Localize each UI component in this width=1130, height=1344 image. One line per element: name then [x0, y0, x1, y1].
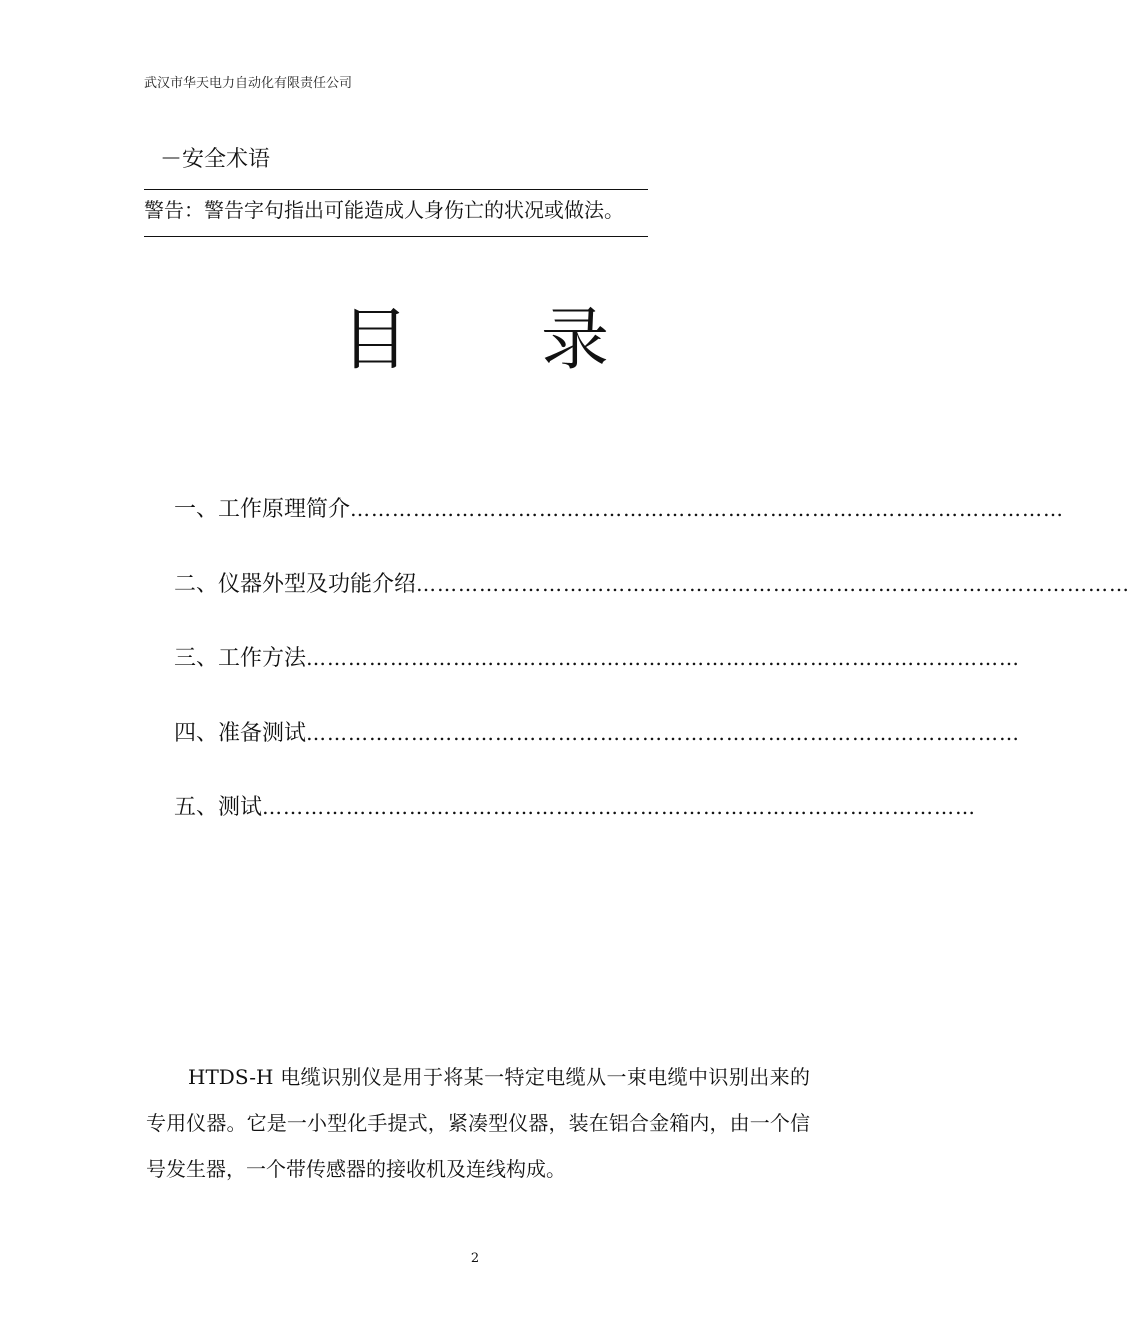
toc-leader-dots: …………………………………………………………………………………………	[416, 571, 1130, 596]
toc-item-label: 二、仪器外型及功能介绍	[174, 571, 417, 597]
toc-title-left: 目	[340, 301, 409, 380]
page-number: 2	[470, 1251, 480, 1266]
toc-title-right: 录	[541, 301, 610, 380]
toc-list	[174, 492, 1130, 865]
warning-text: 警告：警告字句指出可能造成人身伤亡的状况或做法。	[144, 198, 624, 222]
toc-item[interactable]	[174, 641, 1021, 716]
safety-terms-title: －安全术语	[160, 147, 271, 172]
toc-leader-dots: …………………………………………………………………………………………	[350, 497, 1065, 521]
warning-top-rule	[144, 189, 648, 190]
toc-item[interactable]	[174, 790, 977, 865]
toc-item-label: 三、工作方法	[174, 646, 307, 671]
toc-item-label: 一、工作原理简介	[174, 497, 351, 522]
body-text	[146, 1054, 810, 1192]
page-header-company: 武汉市华天电力自动化有限责任公司	[144, 76, 353, 91]
toc-item[interactable]	[174, 716, 1021, 791]
toc-item-label: 五、测试	[174, 795, 263, 820]
toc-leader-dots: …………………………………………………………………………………………	[306, 646, 1021, 670]
toc-item[interactable]	[174, 567, 1130, 642]
toc-leader-dots: …………………………………………………………………………………………	[262, 795, 977, 819]
toc-item-label: 四、准备测试	[174, 720, 307, 746]
toc-leader-dots: …………………………………………………………………………………………	[306, 720, 1021, 745]
body-paragraph: HTDS-H 电缆识别仪是用于将某一特定电缆从一束电缆中识别出来的专用仪器。它是一小型化手提式，紧凑型仪器，装在铝合金箱内，由一个信号发生器，一个带传感器的接收机及连线构成。	[146, 1065, 810, 1181]
toc-item[interactable]	[174, 492, 1065, 567]
warning-bottom-rule	[144, 236, 648, 237]
toc-title	[0, 286, 950, 383]
